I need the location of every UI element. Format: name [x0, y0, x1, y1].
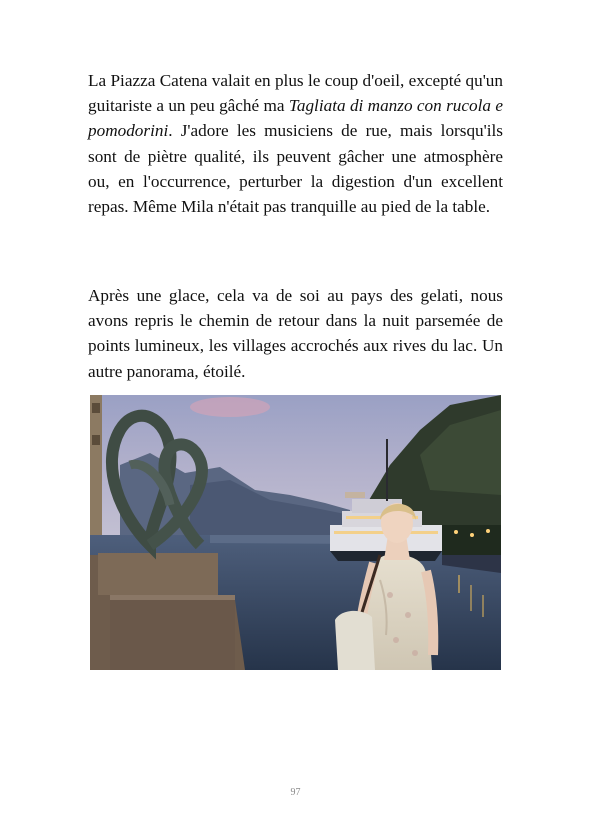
paragraph-1-text-a: La Piazza Catena valait en plus le coup d'oeil, excepté qu'un guitariste a un peu gâché ma — [88, 71, 503, 116]
paragraph-1-dish-name: Tagliata di manzo con rucola e pomodorini — [88, 96, 503, 141]
paragraph-2: Après une glace, cela va de soi au pays des gelati, nous avons repris le chemin de retour dans la nuit parsemée de points lumineux, les villages accrochés aux rives du lac. Un autre panorama, étoilé. — [88, 286, 503, 381]
page-number: 97 — [290, 787, 301, 798]
paragraph-1-text-b: . J'adore les musiciens de rue, mais lorsqu'ils sont de piètre qualité, ils peuvent gâcher une atmosphère ou, en l'occurrence, perturber la digestion d'un excellent repas. Même Mila n'était pas tranquille au pied de la table. — [88, 121, 503, 217]
paragraph-1 — [88, 68, 503, 219]
lake-photo — [90, 395, 501, 670]
